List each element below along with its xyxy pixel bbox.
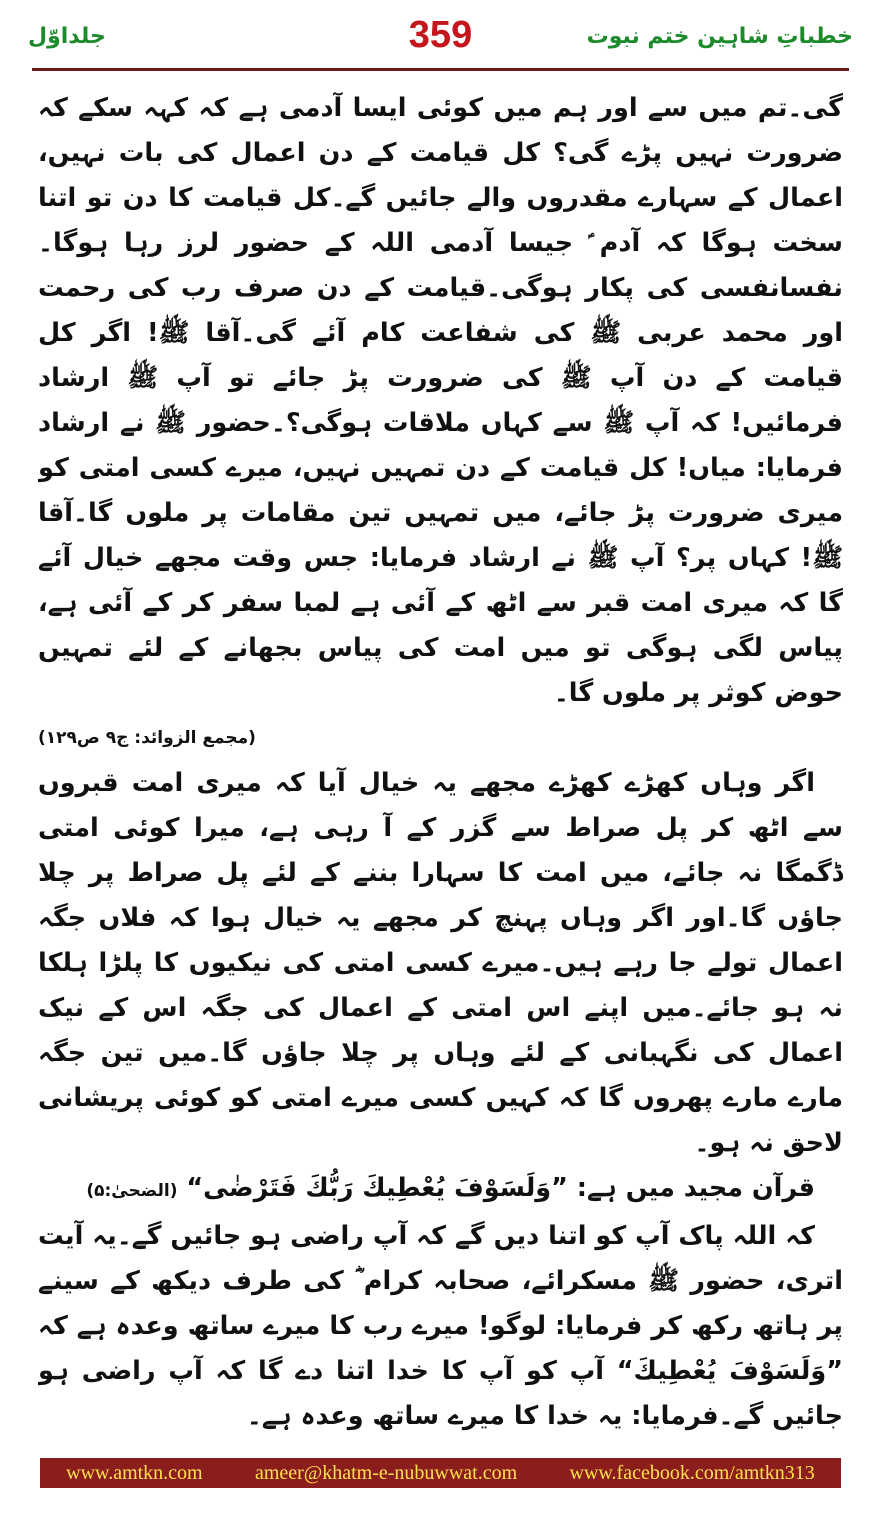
paragraph-1: گی۔تم میں سے اور ہم میں کوئی ایسا آدمی ہے کہ کہہ سکے کہ ضرورت نہیں پڑے گی؟ کل قیامت کے دن اعمال کی بات نہیں، اعمال کے سہارے مقدروں والے جائیں گے۔کل قیامت کا دن تو اتنا سخت ہوگا کہ آدم ؑ جیسا آدمی اللہ کے حضور لرز رہا ہوگا۔نفسانفسی کی پکار ہوگی۔قیامت کے دن صرف رب کی رحمت اور محمد عربی ﷺ کی شفاعت کام آئے گی۔آقا ﷺ! اگر کل قیامت کے دن آپ ﷺ کی ضرورت پڑ جائے تو آپ ﷺ ارشاد فرمائیں! کہ آپ ﷺ سے کہاں ملاقات ہوگی؟۔حضور ﷺ نے ارشاد فرمایا: میاں! کل قیامت کے دن تمہیں نہیں، میرے کسی امتی کو میری ضرورت پڑ جائے، میں تمہیں تین مقامات پر ملوں گا۔آقا ﷺ! کہاں پر؟ آپ ﷺ نے ارشاد فرمایا: جس وقت مجھے خیال آئے گا کہ میری امت قبر سے اٹھ کے آئی ہے لمبا سفر کر کے آئی ہے، پیاس لگی ہوگی تو میں امت کی پیاس بجھانے کے لئے تمہیں حوض کوثر پر ملوں گا۔	[38, 93, 843, 708]
footer-website-link[interactable]: www.amtkn.com	[66, 1461, 203, 1484]
reference-majma: (مجمع الزوائد: ج۹ ص۱۲۹)	[38, 728, 256, 748]
paragraph-3: کہ اللہ پاک آپ کو اتنا دیں گے کہ آپ راضی ہو جائیں گے۔یہ آیت اتری، حضور ﷺ مسکرائے، صحابہ کرام ؓ کی طرف دیکھ کے سینے پر ہاتھ رکھ کر فرمایا: لوگو! میرے رب کا میرے ساتھ وعدہ ہے کہ ”وَلَسَوْفَ يُعْطِيكَ“ آپ کو آپ کا خدا اتنا دے گا کہ آپ راضی ہو جائیں گے۔فرمایا: یہ خدا کا میرے ساتھ وعدہ ہے۔	[38, 1221, 843, 1431]
reference-duha: (الضحیٰ:۵)	[86, 1181, 178, 1201]
paragraph-2: اگر وہاں کھڑے کھڑے مجھے یہ خیال آیا کہ میری امت قبروں سے اٹھ کر پل صراط سے گزر کے آ رہی ہے، میرا کوئی امتی ڈگمگا نہ جائے، میں امت کا سہارا بننے کے لئے پل صراط پر چلا جاؤں گا۔اور اگر وہاں پہنچ کر مجھے یہ خیال ہوا کہ فلاں جگہ اعمال تولے جا رہے ہیں۔میرے کسی امتی کی نیکیوں کا پلڑا ہلکا نہ ہو جائے۔میں اپنے اس امتی کے اعمال کی جگہ اس کے نیک اعمال کی نگہبانی کے لئے وہاں پر چلا جاؤں گا۔میں تین جگہ مارے مارے پھروں گا کہ کہیں کسی میرے امتی کو کوئی پریشانی لاحق نہ ہو۔	[38, 768, 843, 1158]
page-header	[28, 8, 853, 66]
page-number: 359	[408, 14, 473, 56]
footer-facebook-link[interactable]: www.facebook.com/amtkn313	[569, 1461, 815, 1484]
footer-email-link[interactable]: ameer@khatm-e-nubuwwat.com	[254, 1461, 518, 1484]
footer-bar	[40, 1458, 841, 1488]
volume-label: جلداوّل	[28, 24, 106, 49]
header-divider	[32, 68, 849, 71]
book-title: خطباتِ شاہین ختم نبوت	[586, 24, 853, 49]
quran-quote: قرآن مجید میں ہے: ”وَلَسَوْفَ يُعْطِيكَ رَبُّكَ فَتَرْضٰى“	[186, 1173, 815, 1203]
quran-quote-line	[38, 1166, 843, 1214]
page-body	[38, 86, 843, 1436]
